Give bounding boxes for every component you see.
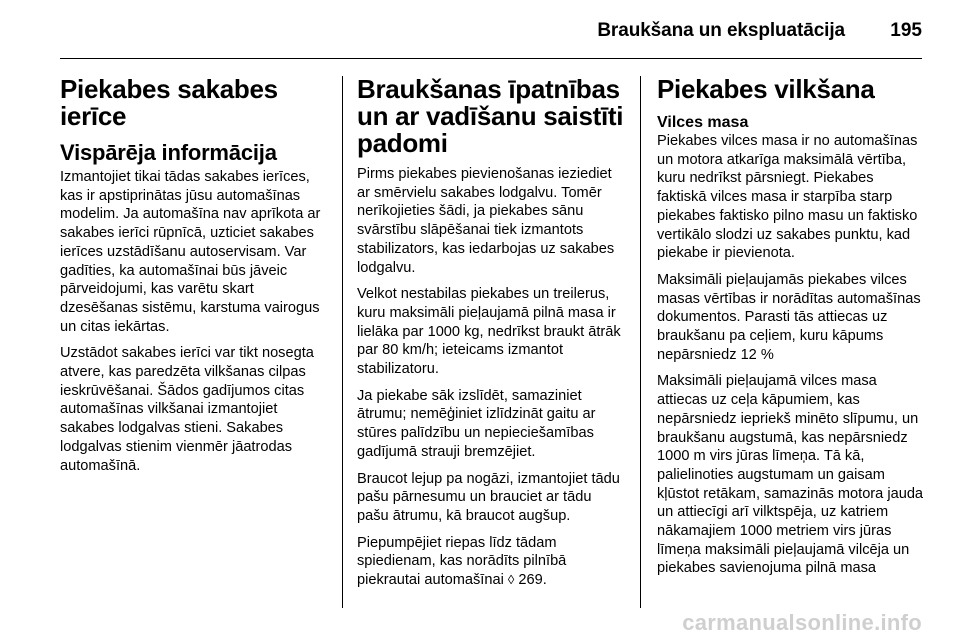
paragraph: Uzstādot sakabes ierīci var tikt nosegta atvere, kas paredzēta vilkšanas cilpas ieskrūvēšanai. Šādos gadījumos citas automašīnas vilkšanai izmantojiet sakabes lodgalvas stieni. Sakabes lodgalvas stienim vienmēr jāatrodas automašīnā.: [60, 345, 314, 474]
column-3: [657, 76, 927, 586]
header-divider: [60, 58, 922, 59]
watermark: carmanualsonline.info: [682, 610, 922, 635]
section-title: Braukšanas īpatnības un ar vadīšanu saistīti padomi: [357, 74, 624, 158]
column-2: [357, 76, 625, 598]
page-reference-icon: ◊: [507, 572, 515, 588]
header-title: Braukšana un ekspluatācija: [597, 20, 845, 41]
page-reference-link[interactable]: 269.: [518, 572, 547, 589]
paragraph-with-reference: [357, 534, 625, 590]
paragraph: Maksimāli pieļaujamās piekabes vilces masas vērtības ir norādītas automašīnas dokumentos. Parasti tās attiecas uz braukšanu pa ceļiem, kuru kāpums nepārsniedz 12 %: [657, 271, 921, 363]
section-subtitle: Vispārēja informācija: [60, 140, 277, 165]
page-header: [0, 0, 960, 58]
column-divider: [640, 76, 641, 608]
section-subtitle: Vilces masa: [657, 114, 749, 131]
paragraph: Ja piekabe sāk izslīdēt, samaziniet ātrumu; nemēģiniet izlīdzināt gaitu ar stūres palīdzību un nepieciešamības gadījumā strauji bremzējiet.: [357, 387, 596, 460]
column-divider: [342, 76, 343, 608]
paragraph: Braucot lejup pa nogāzi, izmantojiet tādu pašu pārnesumu un brauciet ar tādu pašu ātrumu, kā braucot augšup.: [357, 470, 620, 524]
paragraph: Pirms piekabes pievienošanas ieziediet ar smērvielu sakabes lodgalvu. Tomēr nerīkojieties šādi, ja piekabes sānu svārstību slāpēšanai tiek izmantots stabilizators, kas iedarbojas uz sakabes lodgalvu.: [357, 166, 615, 276]
paragraph: Izmantojiet tikai tādas sakabes ierīces, kas ir apstiprinātas jūsu automašīnas modelim. Ja automašīna nav aprīkota ar sakabes ierīci rūpnīcā, uzticiet sakabes ierīces uzstādīšanu autoservisam. Var gadīties, ka automašīnai būs jāveic pārveidojumi, kas varētu skart dzesēšanas sistēmu, karstuma vairogus un citas iekārtas.: [60, 169, 321, 335]
paragraph: Maksimāli pieļaujamā vilces masa attiecas uz ceļa kāpumiem, kas nepārsniedz iepriekš minēto slīpumu, un braukšanu augstumā, kas nepārsniedz 1000 m virs jūras līmeņa. Tā kā, palielinoties augstumam un gaisam kļūstot retākam, samazinās motora jauda un attiecīgi arī vilktspēja, uz katriem nākamajiem 1000 metriem virs jūras līmeņa maksimāli pieļaujamā vilcēja un piekabes savienojuma pilnā masa: [657, 373, 924, 577]
column-1: [60, 76, 332, 483]
page-number: 195: [890, 20, 922, 41]
paragraph: Velkot nestabilas piekabes un treilerus, kuru maksimāli pieļaujamā pilnā masa ir lielāka par 1000 kg, nedrīkst braukt ātrāk par 80 km/h; ieteicams izmantot stabilizatoru.: [357, 286, 621, 378]
paragraph: Piekabes vilces masa ir no automašīnas un motora atkarīga maksimālā vērtība, kuru nedrīkst pārsniegt. Piekabes faktiskā vilces masa ir starpība starp piekabes faktisko pilno masu un faktisko vertikālo slodzi uz sakabes punktu, kad piekabe ir pievienota.: [657, 133, 918, 262]
paragraph-text: Piepumpējiet riepas līdz tādam spiedienam, kas norādīts pilnībā piekrautai automašīnai: [357, 534, 567, 589]
section-title: Piekabes sakabes ierīce: [60, 74, 278, 131]
section-title: Piekabes vilkšana: [657, 74, 875, 104]
